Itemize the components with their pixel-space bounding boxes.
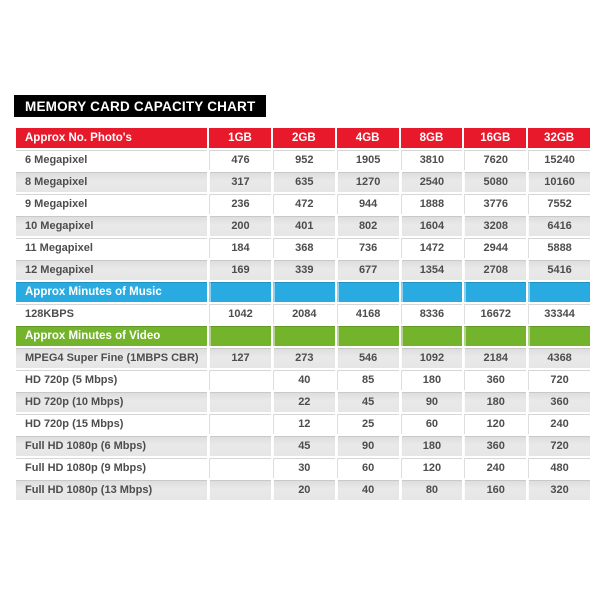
cell-value: 127 — [209, 348, 271, 368]
cell-value: 360 — [528, 392, 590, 412]
row-label: Full HD 1080p (9 Mbps) — [16, 458, 207, 478]
section-header-spacer — [528, 326, 590, 346]
cell-value: 10160 — [528, 172, 590, 192]
cell-value: 12 — [273, 414, 335, 434]
table-row — [16, 392, 590, 412]
row-label: 10 Megapixel — [16, 216, 207, 236]
cell-value: 317 — [209, 172, 271, 192]
table-row — [16, 172, 590, 192]
row-label: 11 Megapixel — [16, 238, 207, 258]
cell-value: 4368 — [528, 348, 590, 368]
section-header-music — [16, 282, 590, 302]
row-label: MPEG4 Super Fine (1MBPS CBR) — [16, 348, 207, 368]
cell-value: 360 — [464, 370, 526, 390]
cell-value: 180 — [401, 436, 463, 456]
capacity-table-body — [16, 128, 590, 500]
cell-value: 802 — [337, 216, 399, 236]
cell-value: 2540 — [401, 172, 463, 192]
cell-value: 7552 — [528, 194, 590, 214]
cell-value: 120 — [464, 414, 526, 434]
row-label: HD 720p (5 Mbps) — [16, 370, 207, 390]
table-row — [16, 480, 590, 500]
cell-value: 45 — [273, 436, 335, 456]
cell-value: 160 — [464, 480, 526, 500]
cell-value — [209, 414, 271, 434]
cell-value: 7620 — [464, 150, 526, 170]
cell-value: 120 — [401, 458, 463, 478]
cell-value: 240 — [528, 414, 590, 434]
cell-value — [209, 392, 271, 412]
cell-value — [209, 370, 271, 390]
cell-value: 3810 — [401, 150, 463, 170]
section-header-spacer — [464, 282, 526, 302]
cell-value: 736 — [337, 238, 399, 258]
cell-value: 45 — [337, 392, 399, 412]
cell-value: 320 — [528, 480, 590, 500]
cell-value — [209, 480, 271, 500]
section-header-spacer — [464, 326, 526, 346]
cell-value: 80 — [401, 480, 463, 500]
cell-value: 677 — [337, 260, 399, 280]
section-header-spacer — [401, 282, 463, 302]
cell-value — [209, 458, 271, 478]
section-header-spacer — [337, 282, 399, 302]
cell-value: 5416 — [528, 260, 590, 280]
row-label: 12 Megapixel — [16, 260, 207, 280]
cell-value: 2944 — [464, 238, 526, 258]
section-title: Approx Minutes of Music — [16, 282, 207, 302]
table-row — [16, 348, 590, 368]
section-header-spacer — [273, 326, 335, 346]
section-header-spacer — [401, 326, 463, 346]
cell-value: 1092 — [401, 348, 463, 368]
cell-value: 720 — [528, 370, 590, 390]
cell-value: 90 — [337, 436, 399, 456]
cell-value: 25 — [337, 414, 399, 434]
capacity-column-header: 2GB — [273, 128, 335, 148]
cell-value: 1354 — [401, 260, 463, 280]
cell-value: 15240 — [528, 150, 590, 170]
cell-value: 2184 — [464, 348, 526, 368]
cell-value: 360 — [464, 436, 526, 456]
page-title: MEMORY CARD CAPACITY CHART — [14, 95, 266, 117]
cell-value: 368 — [273, 238, 335, 258]
cell-value: 3776 — [464, 194, 526, 214]
cell-value: 5888 — [528, 238, 590, 258]
cell-value: 720 — [528, 436, 590, 456]
cell-value: 16672 — [464, 304, 526, 324]
section-header-spacer — [337, 326, 399, 346]
table-row — [16, 216, 590, 236]
capacity-column-header: 32GB — [528, 128, 590, 148]
capacity-table — [14, 126, 592, 502]
table-row — [16, 370, 590, 390]
cell-value: 1472 — [401, 238, 463, 258]
cell-value: 6416 — [528, 216, 590, 236]
cell-value: 4168 — [337, 304, 399, 324]
row-label: HD 720p (10 Mbps) — [16, 392, 207, 412]
cell-value: 60 — [401, 414, 463, 434]
table-row — [16, 304, 590, 324]
cell-value: 480 — [528, 458, 590, 478]
cell-value: 1604 — [401, 216, 463, 236]
cell-value: 944 — [337, 194, 399, 214]
capacity-column-header: 16GB — [464, 128, 526, 148]
cell-value: 184 — [209, 238, 271, 258]
row-label: HD 720p (15 Mbps) — [16, 414, 207, 434]
cell-value: 472 — [273, 194, 335, 214]
cell-value: 85 — [337, 370, 399, 390]
cell-value: 8336 — [401, 304, 463, 324]
cell-value — [209, 436, 271, 456]
cell-value: 952 — [273, 150, 335, 170]
table-row — [16, 414, 590, 434]
cell-value: 476 — [209, 150, 271, 170]
capacity-column-header: 1GB — [209, 128, 271, 148]
section-header-video — [16, 326, 590, 346]
table-row — [16, 436, 590, 456]
cell-value: 2708 — [464, 260, 526, 280]
row-label: 6 Megapixel — [16, 150, 207, 170]
cell-value: 90 — [401, 392, 463, 412]
cell-value: 3208 — [464, 216, 526, 236]
cell-value: 22 — [273, 392, 335, 412]
table-row — [16, 150, 590, 170]
cell-value: 40 — [337, 480, 399, 500]
cell-value: 273 — [273, 348, 335, 368]
cell-value: 1270 — [337, 172, 399, 192]
cell-value: 1905 — [337, 150, 399, 170]
cell-value: 1042 — [209, 304, 271, 324]
cell-value: 40 — [273, 370, 335, 390]
cell-value: 200 — [209, 216, 271, 236]
capacity-column-header: 8GB — [401, 128, 463, 148]
capacity-column-header: 4GB — [337, 128, 399, 148]
table-row — [16, 458, 590, 478]
row-label: Full HD 1080p (6 Mbps) — [16, 436, 207, 456]
cell-value: 1888 — [401, 194, 463, 214]
section-title: Approx Minutes of Video — [16, 326, 207, 346]
section-header-spacer — [209, 282, 271, 302]
cell-value: 180 — [401, 370, 463, 390]
section-title: Approx No. Photo's — [16, 128, 207, 148]
table-row — [16, 194, 590, 214]
cell-value: 33344 — [528, 304, 590, 324]
section-header-spacer — [528, 282, 590, 302]
cell-value: 2084 — [273, 304, 335, 324]
cell-value: 546 — [337, 348, 399, 368]
section-header-spacer — [209, 326, 271, 346]
table-row — [16, 238, 590, 258]
cell-value: 20 — [273, 480, 335, 500]
cell-value: 339 — [273, 260, 335, 280]
cell-value: 5080 — [464, 172, 526, 192]
table-row — [16, 260, 590, 280]
cell-value: 169 — [209, 260, 271, 280]
section-header-spacer — [273, 282, 335, 302]
row-label: 9 Megapixel — [16, 194, 207, 214]
row-label: 8 Megapixel — [16, 172, 207, 192]
cell-value: 635 — [273, 172, 335, 192]
cell-value: 60 — [337, 458, 399, 478]
cell-value: 180 — [464, 392, 526, 412]
cell-value: 401 — [273, 216, 335, 236]
cell-value: 240 — [464, 458, 526, 478]
cell-value: 236 — [209, 194, 271, 214]
row-label: Full HD 1080p (13 Mbps) — [16, 480, 207, 500]
section-header-photos — [16, 128, 590, 148]
cell-value: 30 — [273, 458, 335, 478]
row-label: 128KBPS — [16, 304, 207, 324]
